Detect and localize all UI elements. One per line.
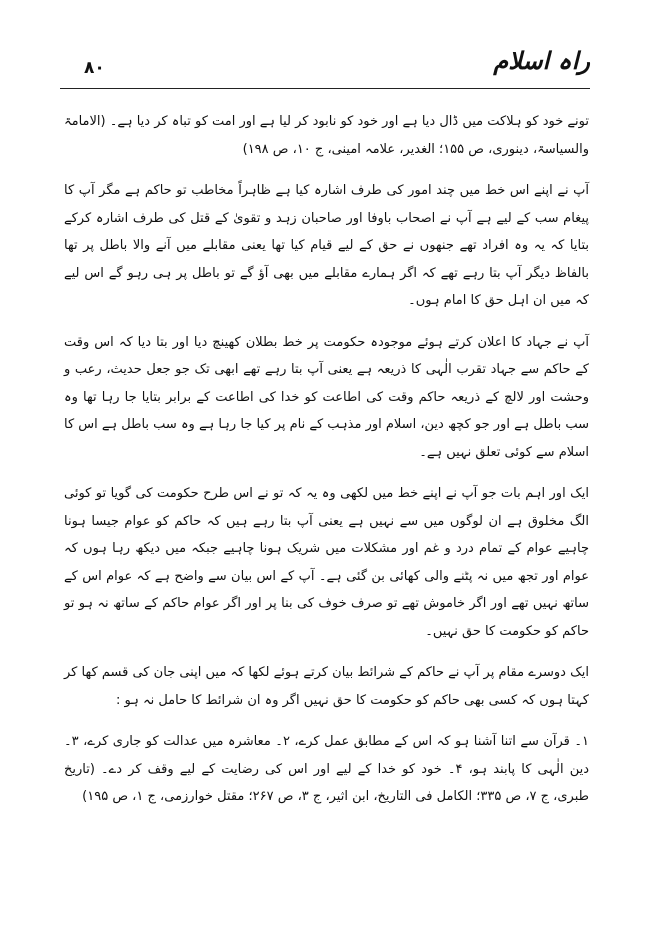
paragraph-ruler-and-people: ایک اور اہم بات جو آپ نے اپنے خط میں لکھی وہ یہ کہ تو نے اس طرح حکومت کی گویا تو کوئی الگ مخلوق ہے ان لوگوں میں سے نہیں ہے یعنی آپ بتا رہے ہیں کہ حاکم کو عوام جیسا ہونا چاہیے عوام کے تمام درد و غم اور مشکلات میں شریک ہونا چاہیے جبکہ میں دیکھ رہا ہوں کہ عوام اور تجھ میں نہ پٹنے والی کھائی بن گئی ہے۔ آپ کے اس بیان سے واضح ہے کہ عوام اس کے ساتھ نہیں تھے اور اگر خاموش تھے تو صرف خوف کی بنا پر اور اگر عوام حاکم کے ساتھ نہ ہو تو حاکم کو حکومت کا حق نہیں۔ <box>64 486 589 639</box>
running-title: راہ اسلام <box>493 46 590 75</box>
page-header <box>60 40 590 92</box>
paragraph-jihad: آپ نے جہاد کا اعلان کرتے ہوئے موجودہ حکومت پر خط بطلان کھینچ دیا اور بتا دیا کہ اس وقت کے حاکم سے جہاد تقرب الٰہی کا ذریعہ ہے یعنی آپ بتا رہے تھے ابھی تک جو جعل حدیث، رعب و وحشت اور لالچ کے ذریعہ حاکم وقت کی اطاعت کو خدا کی اطاعت کے برابر بتایا جا رہا تھا وہ سب باطل ہے اور جو کچھ دین، اسلام اور مذہب کے نام پر کیا جا رہا ہے وہ سب باطل ہے اس کا اسلام سے کوئی تعلق نہیں ہے۔ <box>63 334 589 460</box>
header-divider <box>60 88 590 89</box>
paragraph-conditions-list: ۱۔ قرآن سے اتنا آشنا ہو کہ اس کے مطابق عمل کرے، ۲۔ معاشرہ میں عدالت کو جاری کرے، ۳۔ دین الٰہی کا پابند ہو، ۴۔ خود کو خدا کے لیے اور اس کی رضایت کے لیے وقف کر دے۔ (تاریخ طبری، ج ۷، ص ۳۳۵؛ الکامل فی التاریخ، ابن اثیر، ج ۳، ص ۲۶۷؛ مقتل خوارزمی، ج ۱، ص ۱۹۵) <box>64 734 590 804</box>
paragraph-letter-points: آپ نے اپنے اس خط میں چند امور کی طرف اشارہ کیا ہے ظاہراً مخاطب تو حاکم ہے مگر آپ کا پیغام سب کے لیے ہے آپ نے اصحاب باوفا اور صاحبان زہد و تقویٰ کے قتل کی طرف اشارہ کرکے بتایا کہ یہ وہ افراد تھے جنھوں نے حق کے لیے قیام کیا تھا یعنی مقابلے میں آنے والا باطل پر تھا بالفاظ دیگر آپ بتا رہے تھے کہ اگر ہمارے مقابلے میں بھی آؤ گے تو باطل پر ہی رہو گے اس لیے کہ میں ان اہل حق کا امام ہوں۔ <box>64 183 589 308</box>
paragraph-ruler-conditions: ایک دوسرے مقام پر آپ نے حاکم کے شرائط بیان کرتے ہوئے لکھا کہ میں اپنی جان کی قسم کھا کر کہتا ہوں کہ کسی بھی حاکم کو حکومت کا حق نہیں اگر وہ ان شرائط کا حامل نہ ہو : <box>64 665 589 708</box>
paragraph-citation-continuation: تونے خود کو ہلاکت میں ڈال دیا ہے اور خود کو نابود کر لیا ہے اور امت کو تباہ کر دیا ہے۔ (الامامۃ والسیاسۃ، دینوری، ص ۱۵۵؛ الغدیر، علامہ امینی، ج ۱۰، ص ۱۹۸) <box>64 114 589 157</box>
page-number: ۸۰ <box>84 58 105 78</box>
page-body <box>64 108 589 825</box>
